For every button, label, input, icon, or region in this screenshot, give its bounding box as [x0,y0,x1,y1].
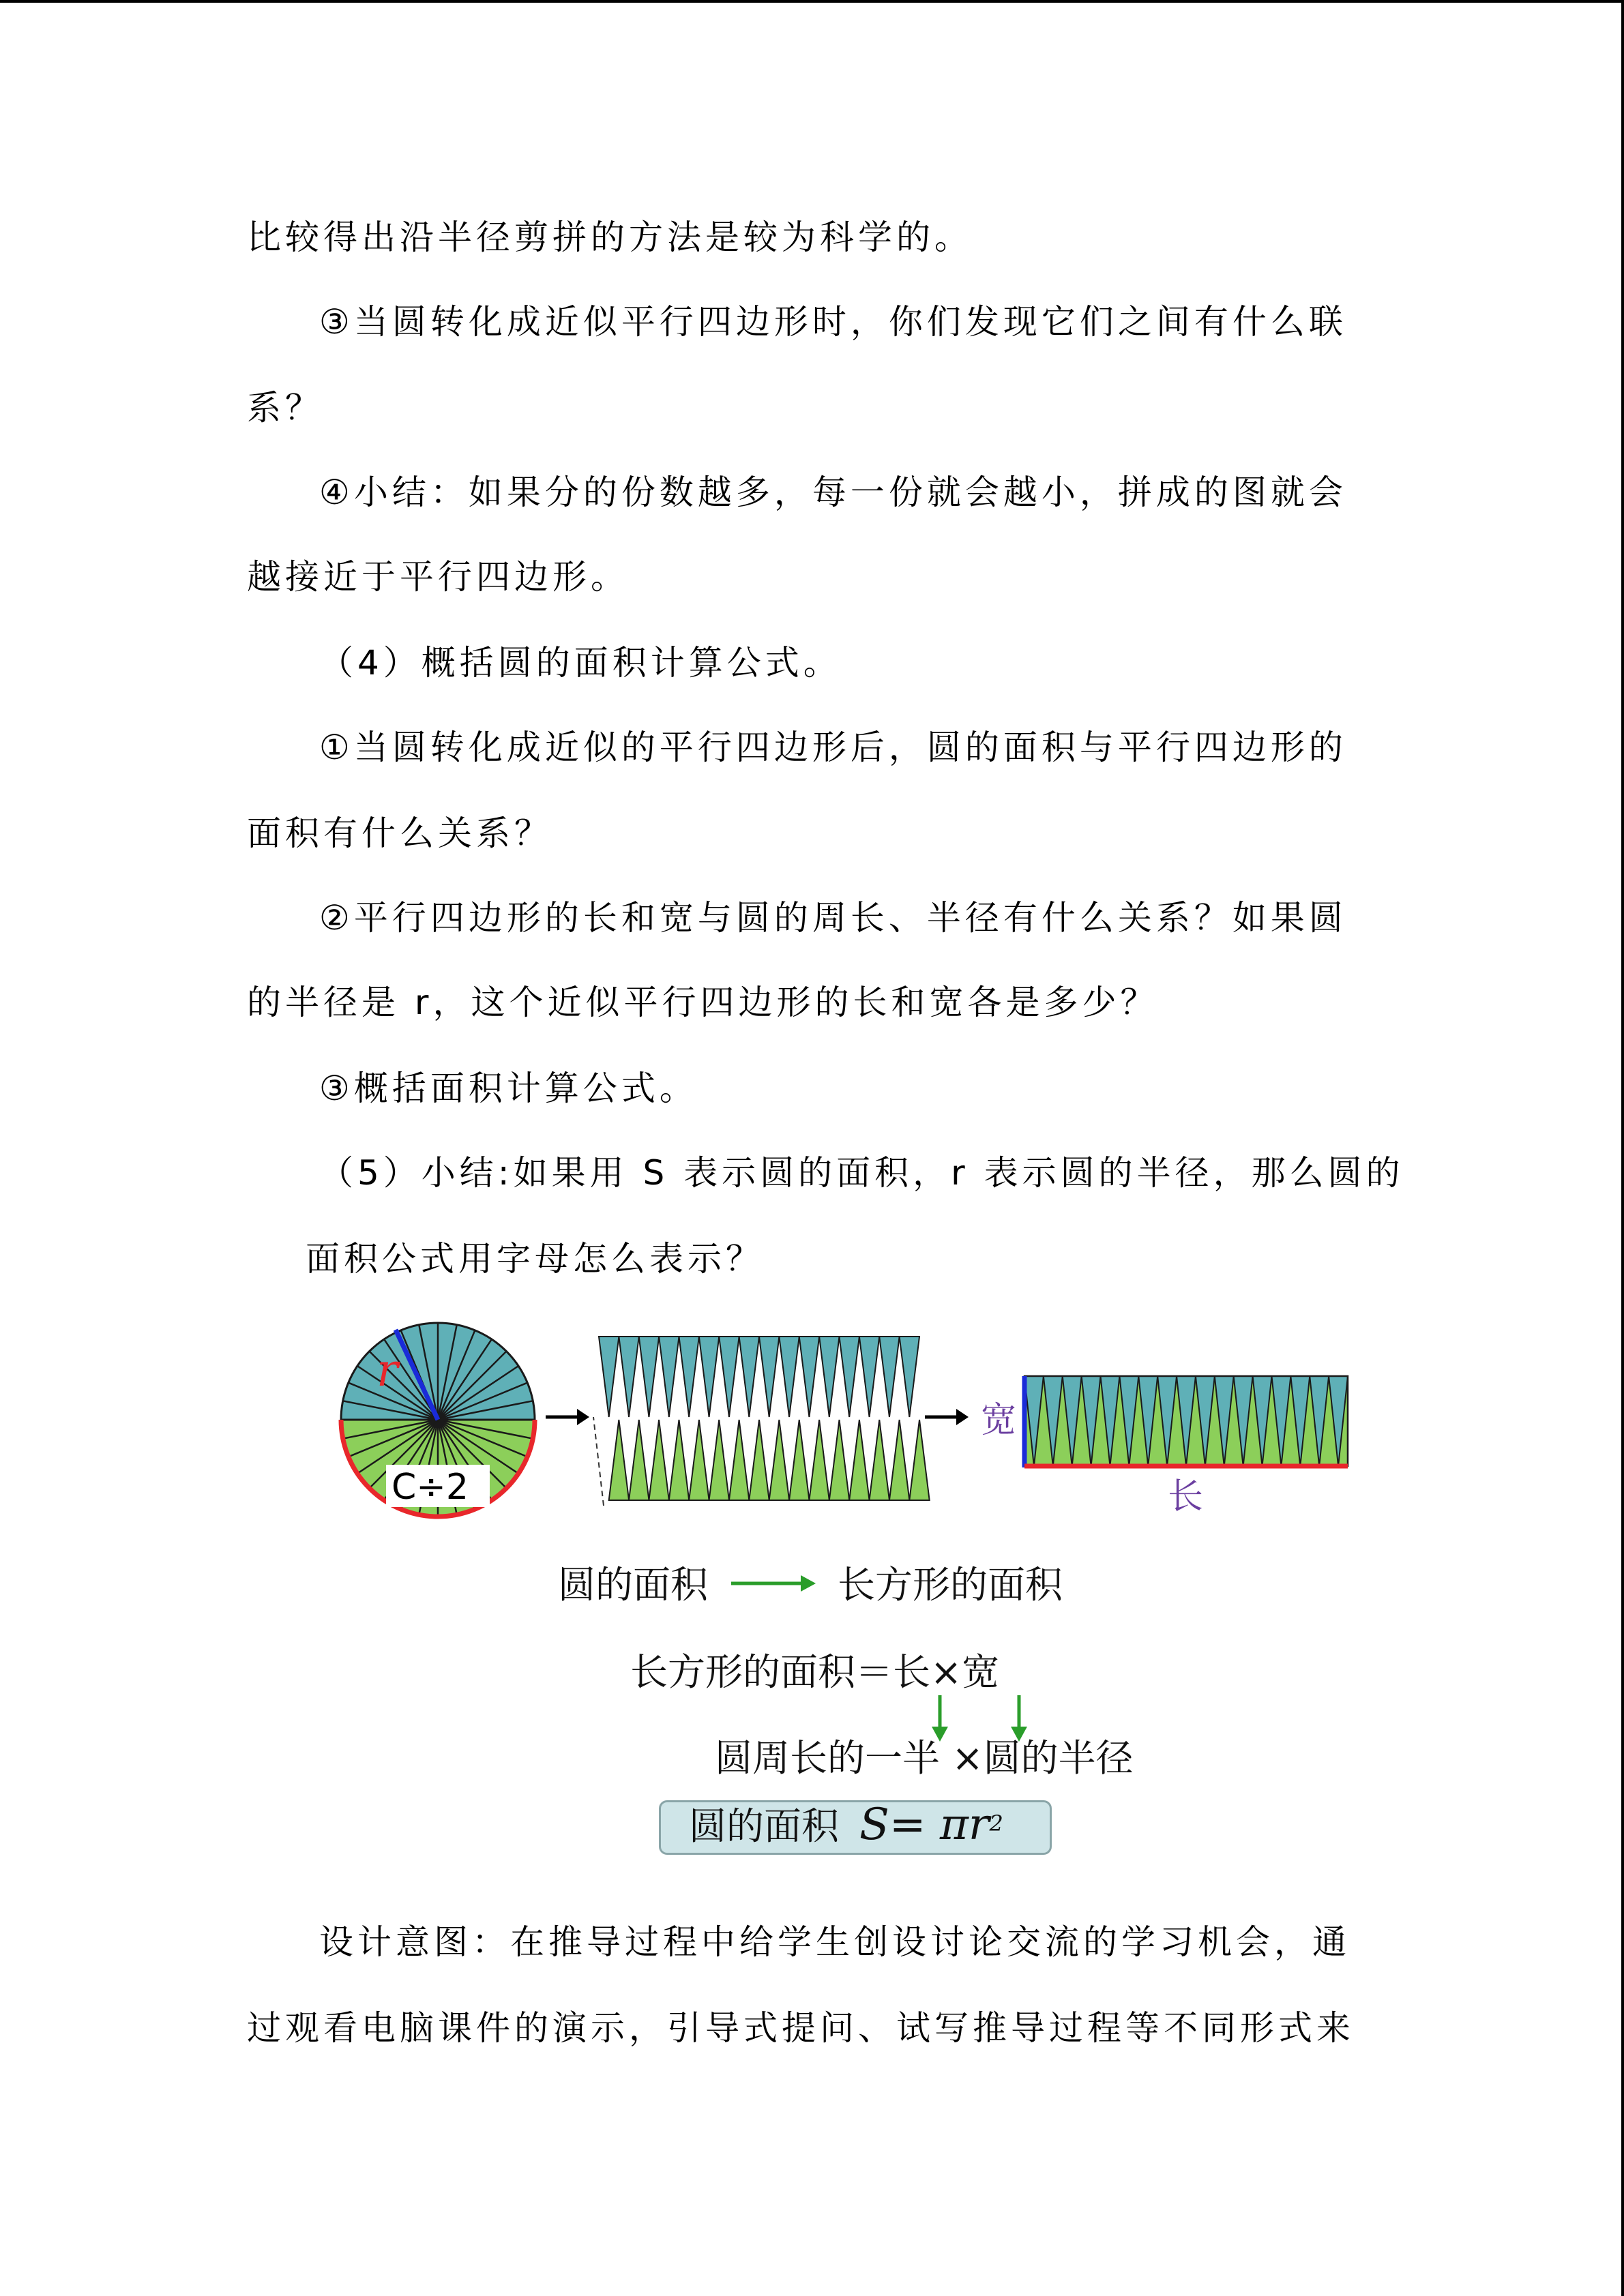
bottom-tooth [749,1420,769,1500]
top-tooth [619,1337,638,1417]
final-formula [859,1800,1003,1849]
half-circumference-label: C÷2 [392,1467,469,1508]
bottom-teeth [609,1420,930,1500]
length-label: 长 [1168,1476,1204,1517]
top-tooth [659,1337,679,1417]
top-tooth [840,1337,859,1417]
bottom-tooth [789,1420,809,1500]
final-formula-exponent: 2 [989,1810,1003,1836]
paragraph-line: 面积有什么关系？ [247,814,552,853]
final-formula-expression: S= πr [859,1800,990,1850]
width-label: 宽 [981,1400,1017,1441]
substitution-formula: 圆周长的一半 ×圆的半径 [715,1736,1134,1780]
bottom-tooth [629,1420,649,1500]
top-tooth [679,1337,699,1417]
top-tooth [799,1337,819,1417]
paragraph-line: 过观看电脑课件的演示，引导式提问、试写推导过程等不同形式来 [247,2008,1355,2048]
bottom-tooth [809,1420,829,1500]
paragraph-line: ②平行四边形的长和宽与圆的周长、半径有什么关系？如果圆 [319,898,1347,938]
paragraph-line: 的半径是 r，这个近似平行四边形的长和宽各是多少？ [247,983,1159,1022]
top-tooth [739,1337,759,1417]
bottom-tooth [889,1420,909,1500]
dashed-edge [593,1417,604,1506]
paragraph-line: 系？ [247,388,323,428]
radius-label: r [377,1344,398,1397]
bottom-tooth [870,1420,889,1500]
section-heading: （4）概括圆的面积计算公式。 [319,643,842,683]
bottom-tooth [649,1420,668,1500]
bottom-tooth [769,1420,789,1500]
arrow-1 [546,1409,589,1425]
top-tooth [699,1337,719,1417]
top-tooth [719,1337,739,1417]
arrow-2 [925,1409,969,1425]
bottom-tooth [709,1420,729,1500]
paragraph-line: ③当圆转化成近似平行四边形时，你们发现它们之间有什么联 [319,302,1347,342]
bottom-tooth [669,1420,689,1500]
final-formula-label: 圆的面积 [689,1804,840,1848]
top-tooth [779,1337,799,1417]
formula-arrow-down-width [1011,1695,1027,1742]
top-tooth [819,1337,839,1417]
formula-arrow-right [731,1575,816,1592]
rectangle-strips [1024,1376,1348,1467]
rect-area-formula: 长方形的面积＝长×宽 [630,1650,1000,1694]
top-tooth [879,1337,899,1417]
paragraph-line: ①当圆转化成近似的平行四边形后，圆的面积与平行四边形的 [319,728,1347,767]
bottom-tooth [689,1420,709,1500]
paragraph-line: 越接近于平行四边形。 [247,557,629,597]
paragraph-line: 比较得出沿半径剪拼的方法是较为科学的。 [247,218,973,257]
top-teeth [599,1337,919,1417]
top-tooth [599,1337,619,1417]
section-heading: （5）小结:如果用 S 表示圆的面积，r 表示圆的半径，那么圆的 [319,1153,1404,1193]
rect-area-text: 长方形的面积 [838,1563,1063,1607]
rect-teeth [1024,1376,1348,1466]
top-tooth [759,1337,779,1417]
bottom-tooth [909,1420,929,1500]
bottom-tooth [849,1420,869,1500]
paragraph-line: ④小结：如果分的份数越多，每一份就会越小，拼成的图就会 [319,473,1347,512]
paragraph-line: 面积公式用字母怎么表示？ [306,1239,764,1279]
top-tooth [900,1337,919,1417]
circle-area-text: 圆的面积 [558,1563,709,1607]
formula-arrow-down-length [932,1695,948,1742]
bottom-tooth [829,1420,849,1500]
bottom-tooth [729,1420,749,1500]
parallelogram-strips [593,1337,930,1506]
paragraph-line: 设计意图：在推导过程中给学生创设讨论交流的学习机会，通 [319,1922,1350,1962]
top-tooth [639,1337,659,1417]
paragraph-line: ③概括面积计算公式。 [319,1069,698,1108]
bottom-tooth [609,1420,629,1500]
top-tooth [859,1337,879,1417]
